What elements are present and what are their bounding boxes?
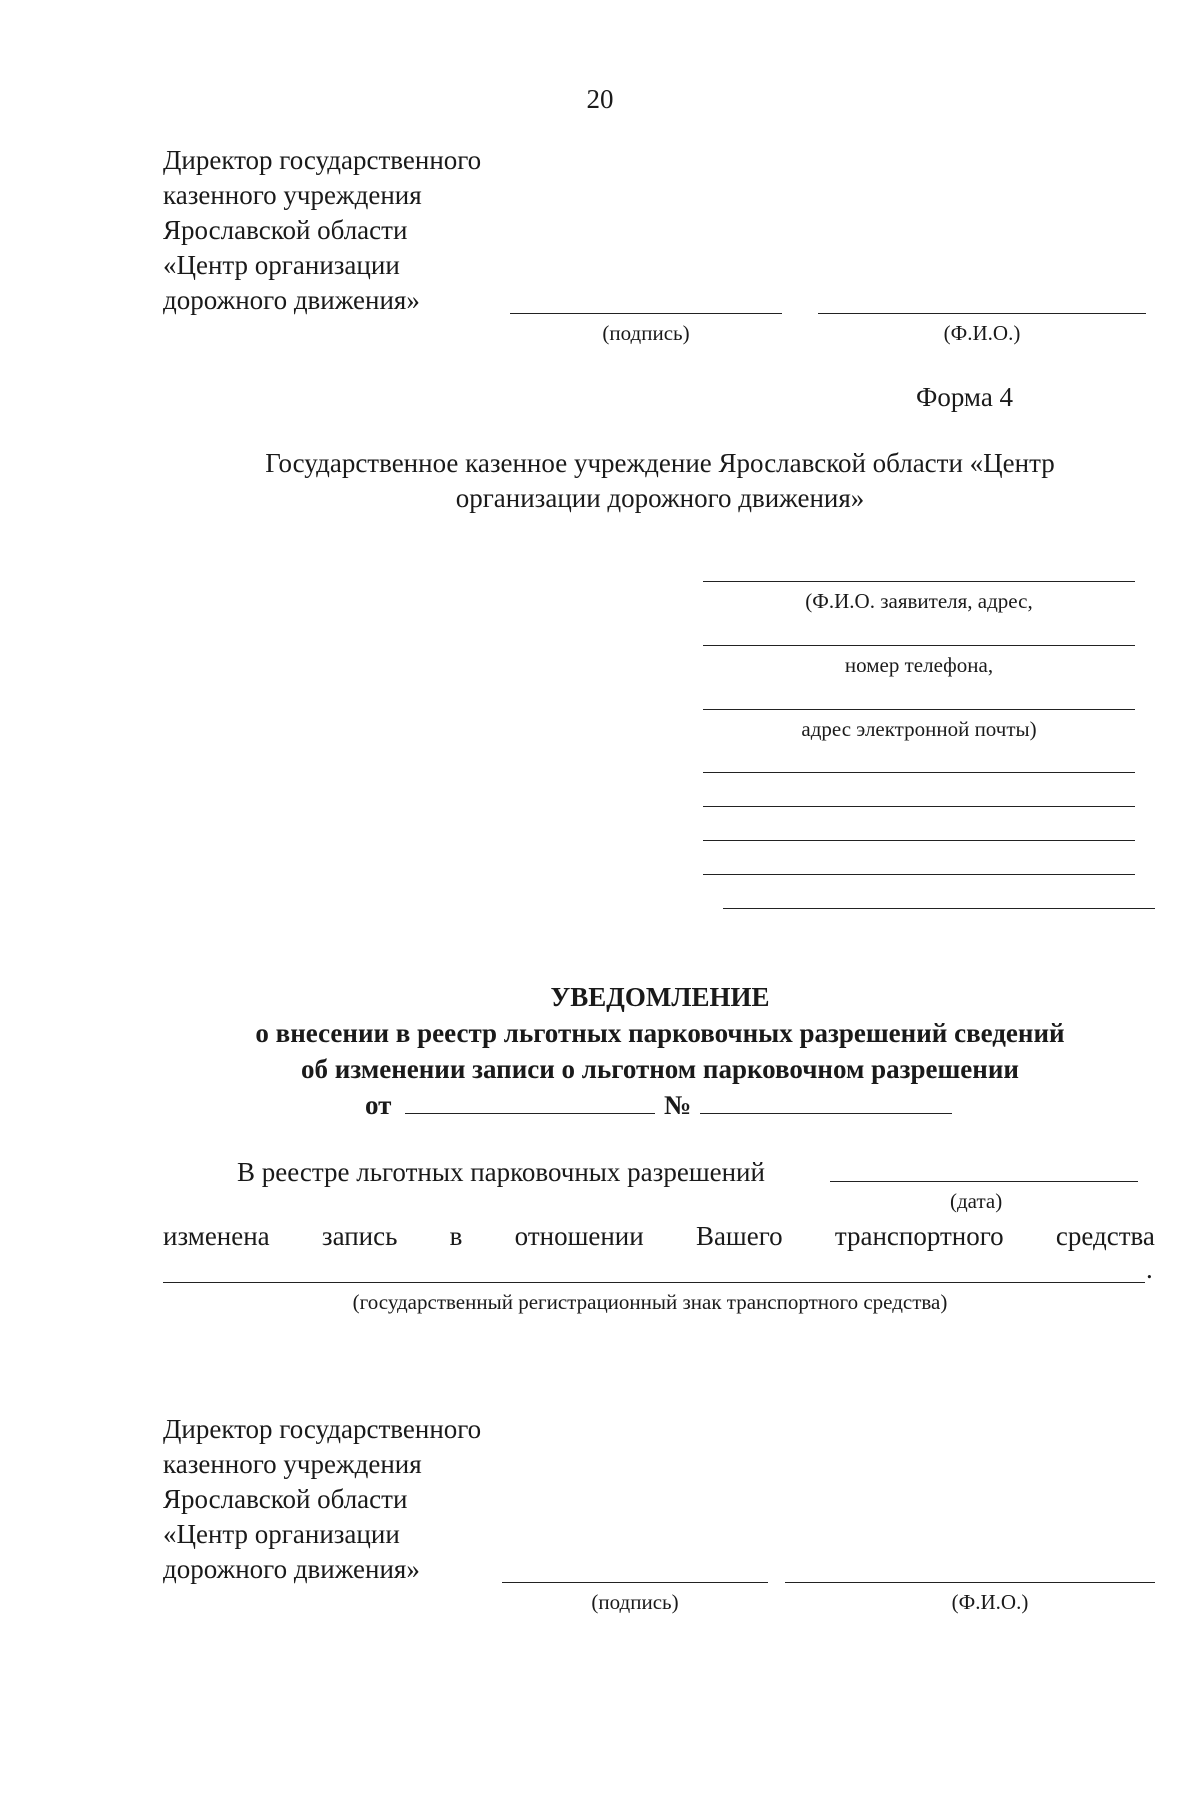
applicant-line-7 xyxy=(703,874,1135,875)
director-line: дорожного движения» xyxy=(163,1554,420,1584)
bottom-director-block xyxy=(163,1412,481,1587)
notice-subtitle-1: о внесении в реестр льготных парковочных разрешений сведений xyxy=(255,1018,1065,1048)
notice-date-line xyxy=(405,1113,655,1114)
word: запись xyxy=(321,1221,398,1251)
notice-title: УВЕДОМЛЕНИЕ xyxy=(550,982,770,1012)
director-line: Директор государственного xyxy=(163,145,482,175)
applicant-line-5 xyxy=(703,806,1135,807)
director-line: казенного учреждения xyxy=(163,1449,422,1479)
changed-record-line xyxy=(163,1219,1155,1253)
word: в xyxy=(449,1221,463,1251)
word: средства xyxy=(1055,1221,1155,1251)
bottom-name-line xyxy=(785,1582,1155,1583)
bottom-name-caption: (Ф.И.О.) xyxy=(951,1590,1029,1614)
director-line: «Центр организации xyxy=(163,250,400,280)
top-director-block xyxy=(163,143,481,318)
director-line: Ярославской области xyxy=(163,215,408,245)
applicant-caption-1: (Ф.И.О. заявителя, адрес, xyxy=(805,589,1033,613)
notice-number-label: № xyxy=(664,1090,692,1120)
word: отношении xyxy=(514,1221,644,1251)
plate-line xyxy=(163,1282,1145,1283)
top-name-caption: (Ф.И.О.) xyxy=(943,321,1021,345)
registry-text: В реестре льготных парковочных разрешений xyxy=(237,1157,765,1187)
word: транспортного xyxy=(834,1221,1004,1251)
period: . xyxy=(1146,1254,1153,1284)
applicant-line-1 xyxy=(703,581,1135,582)
word: изменена xyxy=(163,1221,270,1251)
applicant-line-2 xyxy=(703,645,1135,646)
organization-line-1: Государственное казенное учреждение Ярославской области «Центр xyxy=(265,448,1055,478)
applicant-caption-3: адрес электронной почты) xyxy=(801,717,1037,741)
applicant-line-8 xyxy=(723,908,1155,909)
director-line: казенного учреждения xyxy=(163,180,422,210)
bottom-signature-line xyxy=(502,1582,768,1583)
registry-date-line xyxy=(830,1181,1138,1182)
applicant-line-4 xyxy=(703,772,1135,773)
bottom-signature-caption: (подпись) xyxy=(591,1590,679,1614)
word: Вашего xyxy=(695,1221,783,1251)
applicant-line-6 xyxy=(703,840,1135,841)
top-signature-caption: (подпись) xyxy=(602,321,690,345)
page-number-text: 20 xyxy=(586,84,614,114)
director-line: Директор государственного xyxy=(163,1414,482,1444)
notice-subtitle-2: об изменении записи о льготном парковочном разрешении xyxy=(301,1054,1019,1084)
form-label: Форма 4 xyxy=(916,382,1014,412)
date-caption: (дата) xyxy=(950,1189,1003,1213)
organization-line-2: организации дорожного движения» xyxy=(455,483,865,513)
director-line: «Центр организации xyxy=(163,1519,400,1549)
applicant-line-3 xyxy=(703,709,1135,710)
director-line: Ярославской области xyxy=(163,1484,408,1514)
top-name-line xyxy=(818,313,1146,314)
page-number xyxy=(0,82,1200,116)
notice-from-label: от xyxy=(365,1090,392,1120)
notice-number-line xyxy=(700,1113,952,1114)
director-line: дорожного движения» xyxy=(163,285,420,315)
applicant-caption-2: номер телефона, xyxy=(844,653,994,677)
top-signature-line xyxy=(510,313,782,314)
plate-caption: (государственный регистрационный знак транспортного средства) xyxy=(352,1290,948,1314)
